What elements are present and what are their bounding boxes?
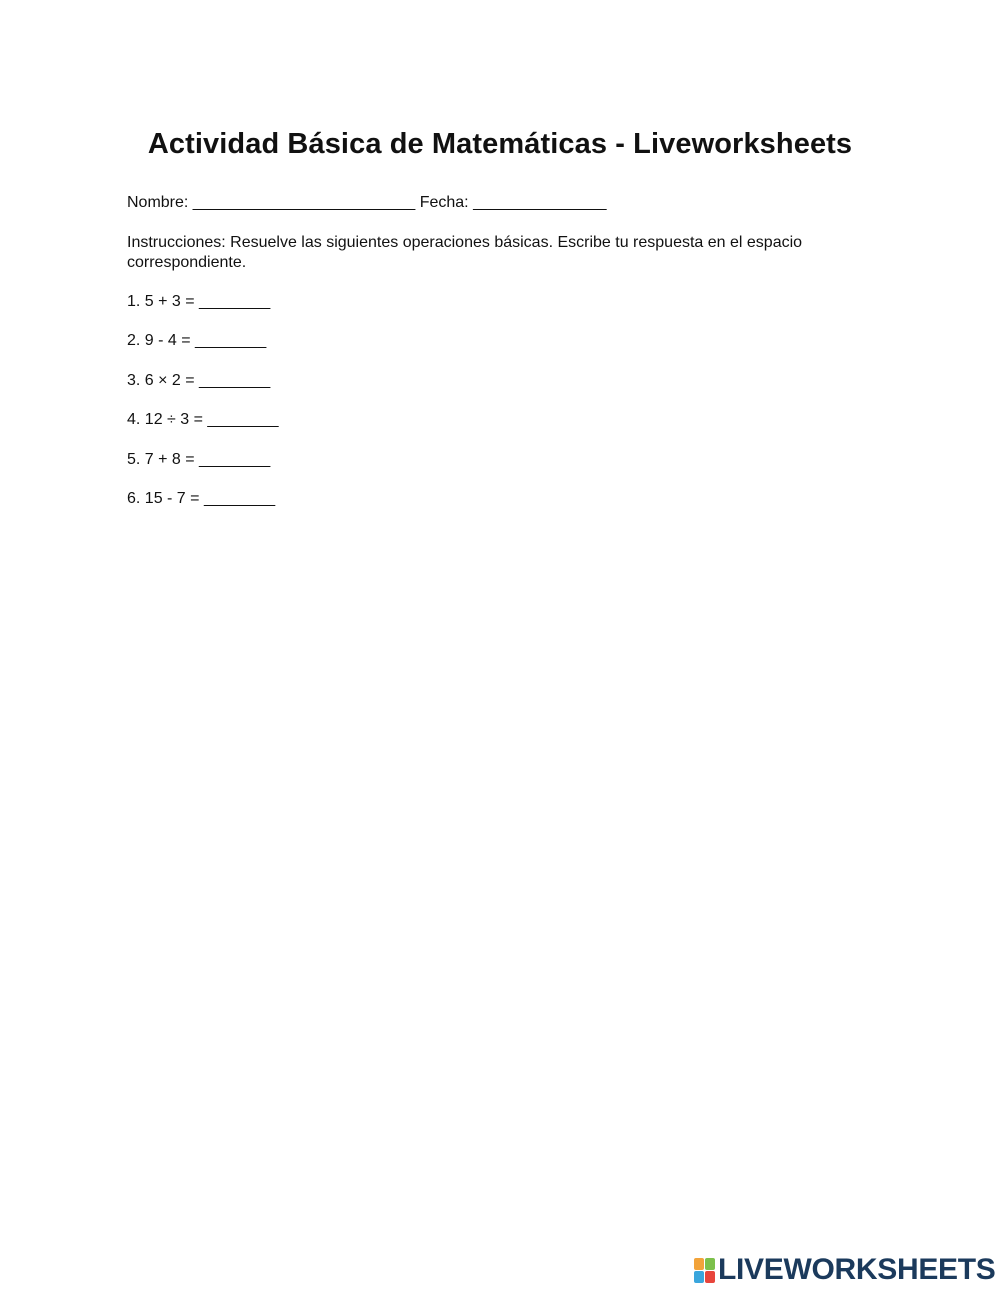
question-2: 2. 9 - 4 = ________ <box>127 332 267 350</box>
question-list <box>127 292 279 528</box>
logo-tile-l <box>694 1258 704 1270</box>
question-1: 1. 5 + 3 = ________ <box>127 293 271 310</box>
logo-text: LIVEWORKSHEETS <box>718 1253 996 1286</box>
page-title: Actividad Básica de Matemáticas - Liveworksheets <box>147 128 853 160</box>
question-6: 6. 15 - 7 = ________ <box>127 489 276 507</box>
logo-tile-e <box>705 1271 715 1283</box>
logo-tile-i <box>705 1258 715 1270</box>
question-4: 4. 12 ÷ 3 = ________ <box>127 411 279 429</box>
name-date-line: Nombre: _________________________ Fecha: _______________ <box>127 194 607 211</box>
liveworksheets-logo <box>693 1255 996 1285</box>
question-5: 5. 7 + 8 = ________ <box>127 450 271 468</box>
logo-tile-v <box>694 1271 704 1283</box>
liveworksheets-logo-icon <box>693 1257 715 1283</box>
question-3: 3. 6 × 2 = ________ <box>127 371 271 389</box>
instructions-text: Instrucciones: Resuelve las siguientes operaciones básicas. Escribe tu respuesta en el espacio correspondiente. <box>127 234 803 271</box>
